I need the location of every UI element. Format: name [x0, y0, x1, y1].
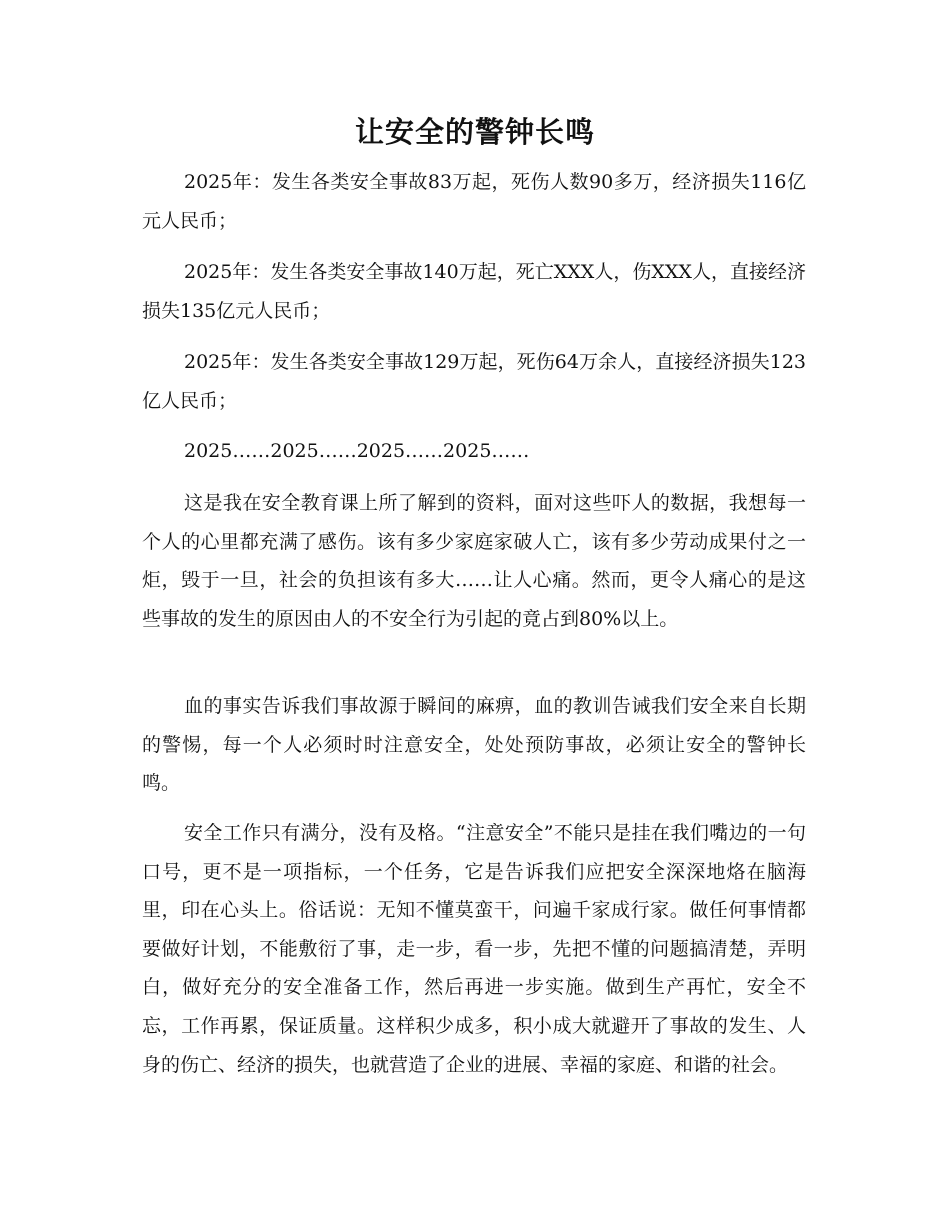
- document-title: 让安全的警钟长鸣: [354, 115, 595, 149]
- paragraph-lesson: 血的事实告诉我们事故源于瞬间的麻痹，血的教训告诫我们安全来自长期的警惕，每一个人必须时时注意安全，处处预防事故，必须让安全的警钟长鸣。: [142, 695, 806, 795]
- paragraph-reflection: 这是我在安全教育课上所了解到的资料，面对这些吓人的数据，我想每一个人的心里都充满了感伤。该有多少家庭家破人亡，该有多少劳动成果付之一炬，毁于一旦，社会的负担该有多大……让人心痛。然而，更令人痛心的是这些事故的发生的原因由人的不安全行为引起的竟占到80%以上。: [142, 492, 806, 630]
- paragraph-statistics-3: 2025年：发生各类安全事故129万起，死伤64万余人，直接经济损失123亿人民币；: [142, 351, 806, 412]
- paragraph-safety-work: 安全工作只有满分，没有及格。“注意安全”不能只是挂在我们嘴边的一句口号，更不是一项指标，一个任务，它是告诉我们应把安全深深地烙在脑海里，印在心头上。俗话说：无知不懂莫蛮干，问遍千家成行家。做任何事情都要做好计划，不能敷衍了事，走一步，看一步，先把不懂的问题搞清楚，弄明白，做好充分的安全准备工作，然后再进一步实施。做到生产再忙，安全不忘，工作再累，保证质量。这样积少成多，积小成大就避开了事故的发生、人身的伤亡、经济的损失，也就营造了企业的进展、幸福的家庭、和谐的社会。: [142, 822, 806, 1076]
- paragraph-statistics-1: 2025年：发生各类安全事故83万起，死伤人数90多万，经济损失116亿元人民币；: [142, 171, 806, 232]
- paragraph-statistics-2: 2025年：发生各类安全事故140万起，死亡XXX人，伤XXX人，直接经济损失135亿元人民币；: [142, 261, 806, 322]
- paragraph-years-ellipsis: 2025……2025……2025……2025……: [184, 440, 530, 462]
